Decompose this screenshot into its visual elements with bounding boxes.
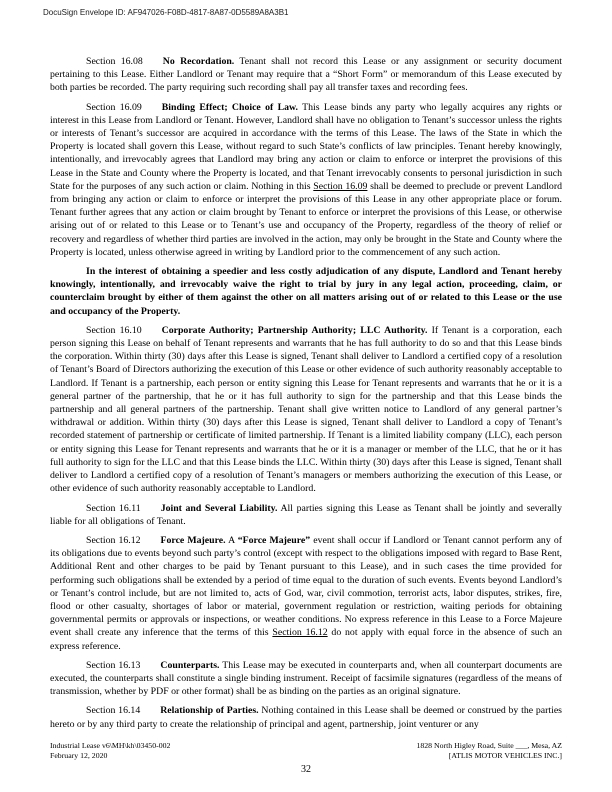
paragraph-section-16-12 — [50, 534, 562, 653]
text-run: Section 16.14 — [86, 705, 141, 717]
footer-right — [416, 741, 562, 761]
paragraph-section-16-14 — [50, 704, 562, 730]
paragraph-section-16-09 — [50, 101, 562, 259]
text-run: Section 16.09 — [86, 101, 142, 113]
text-run: A — [225, 534, 238, 546]
page-number: 32 — [301, 764, 311, 775]
text-run: Section 16.08 — [86, 56, 143, 67]
text-run: Corporate Authority; Partnership Authority; LLC Authority. — [161, 324, 428, 336]
text-run: Counterparts. — [160, 659, 220, 671]
paragraph-section-16-08 — [50, 55, 562, 95]
text-run: All parties signing this Lease as Tenant shall be jointly and severally liable for all obligations of Tenant. — [50, 502, 563, 527]
text-run: Force Majeure. — [160, 534, 226, 546]
text-run: Relationship of Parties. — [160, 705, 259, 717]
text-run: “Force Majeure” — [237, 534, 311, 546]
text-run: In the interest of obtaining a speedier and less costly adjudication of any dispute, Landlord and Tenant hereby knowingly, intentionally, and irrevocably waive the right to trial by jury in any legal action, proceeding, claim, or counterclaim brought by either of them against the other on all matters arising out of or related to this Lease or the use and occupancy of the Property. — [50, 266, 562, 317]
text-run: Joint and Several Liability. — [160, 502, 278, 514]
text-run: event shall occur if Landlord or Tenant cannot perform any of its obligations due to events beyond such party’s control (except with respect to the obligations imposed with regard to Base Rent, Additional Rent and other charges to be paid by Tenant pursuant to this Lease), and in such cases the time provided for performing such obligations shall be extended by a period of time equal to the duration of such events. Events beyond Landlord’s or Tenant’s control include, but are not limited to, acts of God, war, civil commotion, terrorist acts, labor disputes, strikes, fire, flood or other casualty, shortages of labor or material, government regulation or restriction, waiting periods for obtaining governmental permits or approvals or inspections, or weather conditions. No express reference in this Lease to a Force Majeure event shall create any inference that the terms of this — [50, 534, 562, 639]
footer-document-reference: Industrial Lease v6\MH\kh\03450-002 — [50, 741, 171, 750]
text-run: Section 16.10 — [86, 324, 142, 336]
text-run: Section 16.12 — [86, 534, 141, 546]
paragraph-section-16-10 — [50, 324, 562, 496]
text-run: Section 16.11 — [86, 502, 141, 514]
text-run: This Lease binds any party who legally acquires any rights or interest in this Lease from Landlord or Tenant. However, Landlord shall have no obligation to Tenant’s successor unless the rights or interests of Tenant’s successor are acquired in accordance with the terms of this Lease. The laws of the State in which the Property is located shall govern this Lease, without regard to such State’s conflicts of law principles. Tenant hereby knowingly, intentionally, and irrevocably agrees that Landlord may bring any action or claim to enforce or interpret the provisions of this Lease in the State and County where the Property is located, and that Tenant irrevocably consents to personal jurisdiction in such State for the purposes of any such action or claim. Nothing in this — [50, 101, 562, 192]
document-body — [50, 55, 562, 737]
footer-company-name: [ATLIS MOTOR VEHICLES INC.] — [448, 751, 562, 760]
text-run: This Lease may be executed in counterparts and, when all counterpart documents are executed, the counterparts shall constitute a single binding instrument. Receipt of facsimile signatures (regardless of the means of transmission, whether by PDF or other format) shall be as binding on the parties as an original signature. — [50, 659, 562, 698]
text-run: Binding Effect; Choice of Law. — [161, 101, 298, 113]
paragraph-section-16-11 — [50, 502, 562, 528]
text-run: Tenant shall not record this Lease or any assignment or security document pertaining to this Lease. Either Landlord or Tenant may require that a “Short Form” or memorandum of this Lease executed by both parties be recorded. The party requiring such recording shall pay all transfer taxes and recording fees. — [50, 56, 562, 94]
footer-date: February 12, 2020 — [50, 751, 108, 760]
text-run: If Tenant is a corporation, each person signing this Lease on behalf of Tenant represents and warrants that he has full authority to do so and that this Lease binds the corporation. Within thirty (30) days after this Lease is signed, Tenant shall deliver to Landlord a certified copy of a resolution of Tenant’s Board of Directors authorizing the execution of this Lease or other evidence of such authority reasonably acceptable to Landlord. If Tenant is a partnership, each person or entity signing this Lease for Tenant represents and warrants that he or it is a general partner of the partnership, that he or it has full authority to sign for the partnership and that this Lease binds the partnership and all general partners of the partnership. Tenant shall give written notice to Landlord of any general partner’s withdrawal or addition. Within thirty (30) days after this Lease is signed, Tenant shall deliver to Landlord a copy of Tenant’s recorded statement of partnership or certificate of limited partnership. If Tenant is a limited liability company (LLC), each person or entity signing this Lease for Tenant represents and warrants that he or it is a manager or member of the LLC, that he or it has full authority to sign for the LLC and that this Lease binds the LLC. Within thirty (30) days after this Lease is signed, Tenant shall deliver to Landlord a certified copy of a resolution of Tenant’s managers or members authorizing the execution of this Lease, or other evidence of such authority reasonably acceptable to Landlord. — [50, 324, 562, 495]
footer-property-address: 1828 North Higley Road, Suite ___, Mesa, AZ — [416, 741, 562, 750]
footer-left — [50, 741, 170, 761]
text-run: Section 16.12 — [272, 627, 328, 639]
text-run: Nothing contained in this Lease shall be deemed or construed by the parties hereto or by any third party to create the relationship of principal and agent, partnership, joint venturer or any — [50, 705, 562, 730]
text-run: Section 16.09 — [313, 180, 368, 192]
paragraph-section-16-13 — [50, 659, 562, 699]
text-run: do not apply with equal force in the absence of such an express reference. — [50, 627, 562, 652]
text-run: shall be deemed to preclude or prevent Landlord from bringing any action or claim to enforce or interpret the provisions of this Lease in any other appropriate place or forum. Tenant further agrees that any action or claim brought by Tenant to enforce or interpret the provisions of this Lease, or otherwise arising out of or related to this Lease or to Tenant’s use and occupancy of the Property, regardless of the theory of relief or recovery and regardless of whether third parties are involved in the action, may only be brought in the State and County where the Property is located, unless otherwise agreed in writing by Landlord prior to the commencement of any such action. — [50, 180, 562, 258]
page-footer — [50, 741, 562, 761]
text-run: Section 16.13 — [86, 659, 141, 671]
text-run: No Recordation. — [162, 56, 235, 67]
paragraph-jury-waiver — [50, 265, 562, 318]
docusign-envelope-id: DocuSign Envelope ID: AF947026-F08D-4817-8A87-0D5589A8A3B1 — [43, 8, 289, 17]
